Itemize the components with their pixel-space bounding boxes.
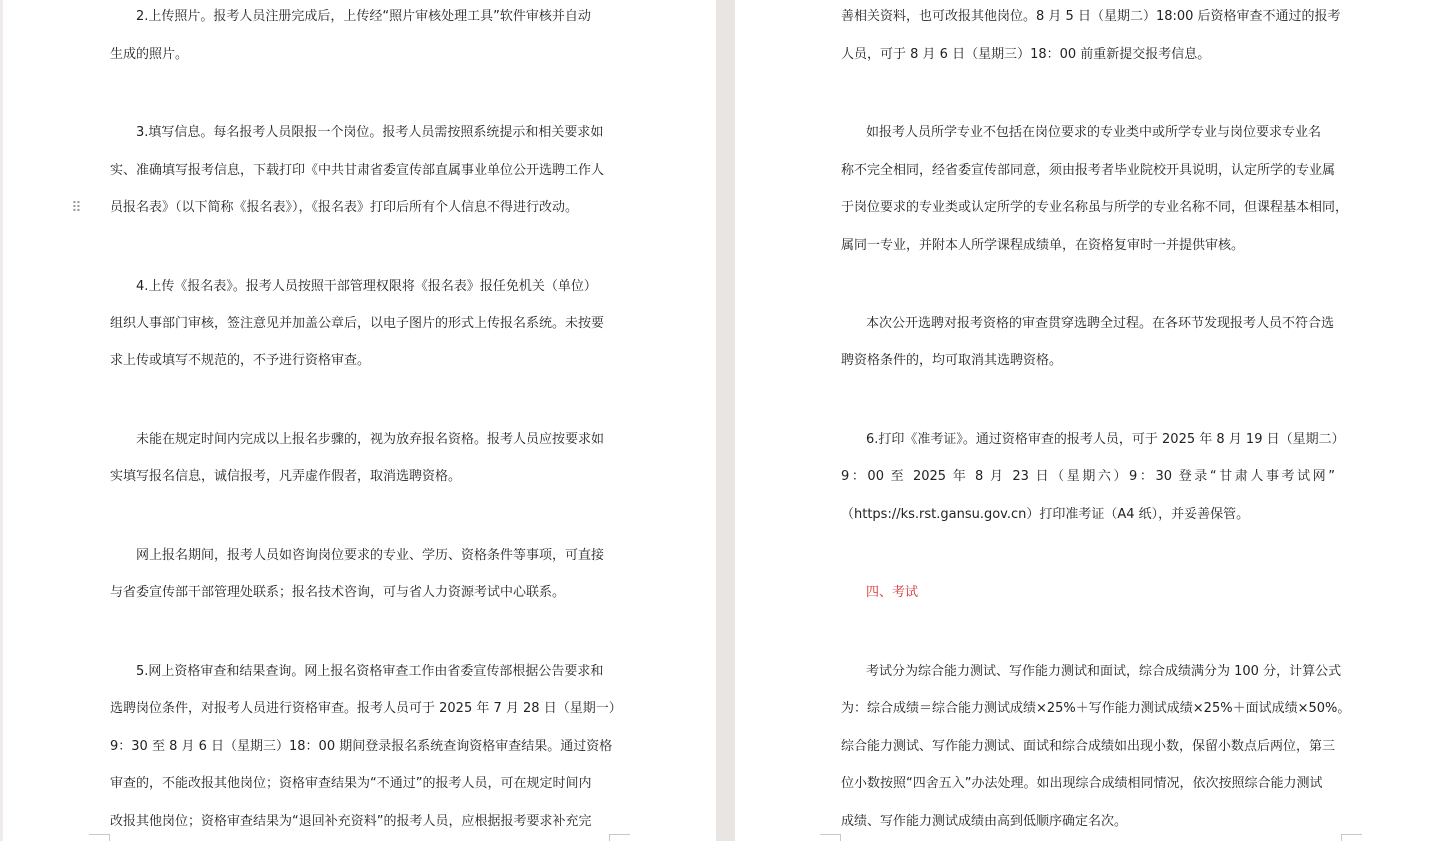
paragraph-line: （https://ks.rst.gansu.gov.cn）打印准考证（A4 纸），并妥善保管。 [841,507,1250,522]
paragraph-line: 如报考人员所学专业不包括在岗位要求的专业类中或所学专业与岗位要求专业名 [866,125,1322,140]
page-corner-mark [1341,834,1362,841]
paragraph-line: 选聘岗位条件，对报考人员进行资格审查。报考人员可于 2025 年 7 月 28 日（星期一） [110,701,622,716]
page-corner-mark [89,834,110,841]
page-corner-mark [820,834,841,841]
paragraph-line: 员报名表》（以下简称《报名表》），《报名表》打印后所有个人信息不得进行改动。 [110,200,579,215]
paragraph-line: 9：00 至 2025 年 8 月 23 日（星期六）9：30 登录“甘肃人事考试网” [841,469,1335,484]
paragraph-line: 属同一专业，并附本人所学课程成绩单，在资格复审时一并提供审核。 [841,238,1245,253]
paragraph-line: 生成的照片。 [110,47,189,62]
paragraph-line: 善相关资料，也可改报其他岗位。8 月 5 日（星期二）18:00 后资格审查不通过的报考 [841,9,1341,24]
paragraph-line: 称不完全相同，经省委宣传部同意，须由报考者毕业院校开具说明，认定所学的专业属 [841,163,1336,178]
paragraph-line: 考试分为综合能力测试、写作能力测试和面试，综合成绩满分为 100 分，计算公式 [866,664,1342,679]
paragraph-line: 4.上传《报名表》。报考人员按照干部管理权限将《报名表》报任免机关（单位） [136,279,597,294]
drag-handle-icon[interactable]: ⠿ [71,200,81,216]
paragraph-line: 聘资格条件的，均可取消其选聘资格。 [841,353,1063,368]
paragraph-line: 与省委宣传部干部管理处联系；报名技术咨询，可与省人力资源考试中心联系。 [110,585,566,600]
paragraph-line: 综合能力测试、写作能力测试、面试和综合成绩如出现小数，保留小数点后两位，第三 [841,739,1336,754]
paragraph-line: 位小数按照“四舍五入”办法处理。如出现综合成绩相同情况，依次按照综合能力测试 [841,776,1323,791]
paragraph-line: 实填写报名信息，诚信报考，凡弄虚作假者，取消选聘资格。 [110,469,462,484]
paragraph-line: 实、准确填写报考信息，下载打印《中共甘肃省委宣传部直属事业单位公开选聘工作人 [110,163,605,178]
paragraph-line: 求上传或填写不规范的，不予进行资格审查。 [110,353,371,368]
document-page-right[interactable] [735,0,1447,841]
paragraph-line: 组织人事部门审核，签注意见并加盖公章后，以电子图片的形式上传报名系统。未按要 [110,316,605,331]
paragraph-line: 2.上传照片。报考人员注册完成后，上传经“照片审核处理工具”软件审核并自动 [136,9,591,24]
paragraph-line: 3.填写信息。每名报考人员限报一个岗位。报考人员需按照系统提示和相关要求如 [136,125,604,140]
paragraph-line: 于岗位要求的专业类或认定所学的专业名称虽与所学的专业名称不同，但课程基本相同， [841,200,1349,215]
paragraph-line: 本次公开选聘对报考资格的审查贯穿选聘全过程。在各环节发现报考人员不符合选 [866,316,1335,331]
paragraph-line: 改报其他岗位；资格审查结果为“退回补充资料”的报考人员，应根据报考要求补充完 [110,814,592,829]
paragraph-line: 人员，可于 8 月 6 日（星期三）18：00 前重新提交报考信息。 [841,47,1211,62]
document-page-left[interactable] [0,0,716,841]
paragraph-line: 为：综合成绩＝综合能力测试成绩×25%＋写作能力测试成绩×25%＋面试成绩×50%。 [841,701,1351,716]
section-heading: 四、考试 [866,585,919,600]
paragraph-line: 审查的，不能改报其他岗位；资格审查结果为“不通过”的报考人员，可在规定时间内 [110,776,592,791]
paragraph-line: 9：30 至 8 月 6 日（星期三）18：00 期间登录报名系统查询资格审查结果。通过资格 [110,739,613,754]
paragraph-line: 5.网上资格审查和结果查询。网上报名资格审查工作由省委宣传部根据公告要求和 [136,664,604,679]
paragraph-line: 成绩、写作能力测试成绩由高到低顺序确定名次。 [841,814,1128,829]
page-corner-mark [609,834,630,841]
paragraph-line: 网上报名期间，报考人员如咨询岗位要求的专业、学历、资格条件等事项，可直接 [136,548,605,563]
paragraph-line: 未能在规定时间内完成以上报名步骤的，视为放弃报名资格。报考人员应按要求如 [136,432,605,447]
paragraph-line: 6.打印《准考证》。通过资格审查的报考人员，可于 2025 年 8 月 19 日（星期二） [866,432,1345,447]
